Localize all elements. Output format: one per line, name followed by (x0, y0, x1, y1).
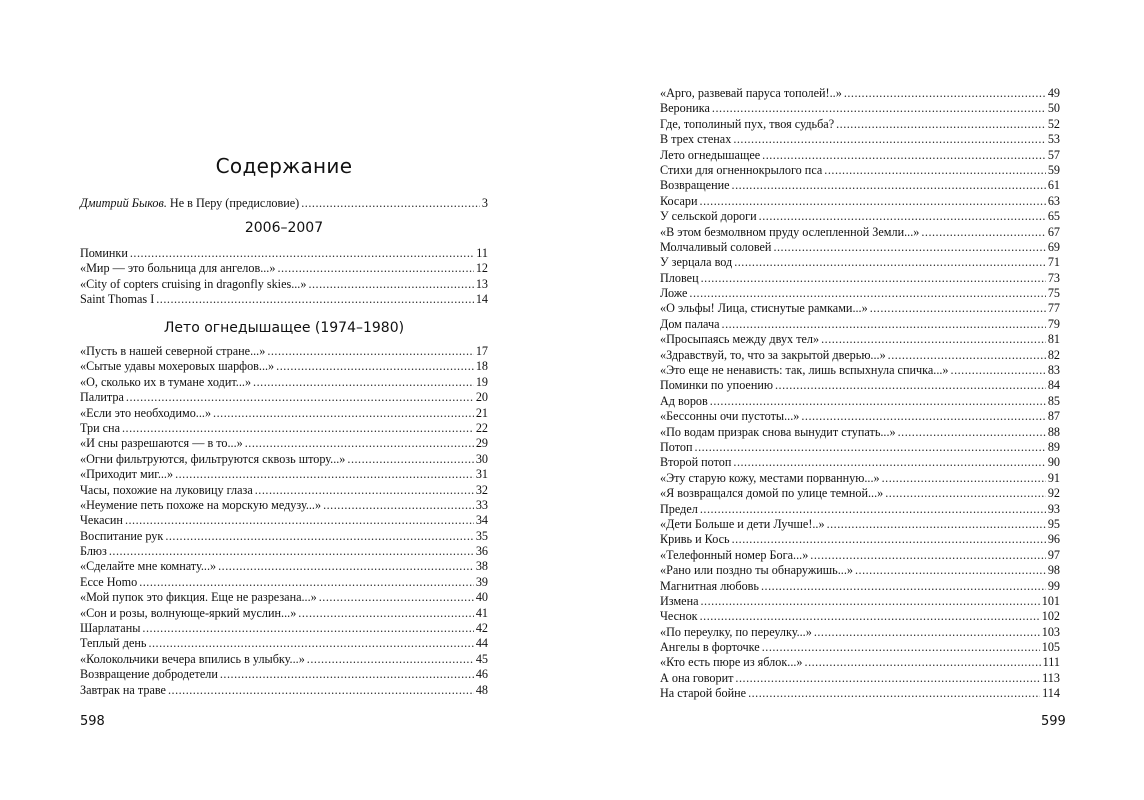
toc-entry[interactable] (80, 683, 488, 698)
toc-entry-page-number: 11 (476, 246, 488, 260)
toc-entry-title: «Дети Больше и дети Лучше!..» (660, 516, 825, 531)
toc-entry[interactable] (80, 359, 488, 374)
leader-dots (255, 483, 474, 498)
leader-dots (125, 513, 474, 528)
toc-entry[interactable] (660, 425, 1060, 440)
leader-dots (710, 394, 1046, 409)
toc-entry-title: «Здравствуй, то, что за закрытой дверью...» (660, 347, 886, 362)
toc-entry[interactable] (80, 667, 488, 682)
leader-dots (824, 163, 1046, 178)
toc-entry[interactable] (660, 86, 1060, 101)
toc-entry-page-number: 101 (1041, 593, 1060, 608)
toc-entry[interactable] (80, 406, 488, 421)
toc-entry[interactable] (80, 529, 488, 544)
toc-entry[interactable] (80, 483, 488, 498)
toc-entry-title: «Это еще не ненависть: так, лишь вспыхнула спичка...» (660, 363, 949, 378)
toc-entry-title: «Огни фильтруются, фильтруются сквозь штору...» (80, 451, 346, 466)
toc-entry-page-number: 14 (475, 292, 488, 307)
toc-entry[interactable] (660, 117, 1060, 132)
leader-dots (951, 363, 1046, 378)
leader-dots (701, 594, 1040, 609)
toc-entry-page-number: 18 (475, 359, 488, 374)
leader-dots (888, 348, 1046, 363)
toc-entry-page-number: 114 (1042, 686, 1060, 701)
toc-entry-title: «Арго, развевай паруса тополей!..» (660, 86, 842, 100)
leader-dots (109, 544, 474, 559)
toc-entry-title: Saint Thomas I (80, 292, 155, 307)
toc-entry-page-number: 90 (1047, 455, 1060, 470)
toc-entry-title: Часы, похожие на луковицу глаза (80, 482, 253, 497)
toc-entry-page-number: 87 (1047, 409, 1060, 424)
toc-entry[interactable] (660, 455, 1060, 470)
toc-entry[interactable] (660, 194, 1060, 209)
toc-entry[interactable] (660, 594, 1060, 609)
toc-entry-page-number: 111 (1042, 655, 1060, 670)
toc-entry[interactable] (660, 101, 1060, 116)
toc-entry[interactable] (80, 590, 488, 605)
toc-entry[interactable] (80, 498, 488, 513)
leader-dots (701, 271, 1046, 286)
leader-dots (733, 455, 1045, 470)
toc-entry[interactable] (80, 606, 488, 621)
toc-entry-page-number: 92 (1047, 486, 1060, 501)
leader-dots (870, 301, 1046, 316)
leader-dots (810, 548, 1046, 563)
toc-entry-title: Возвращение (660, 178, 730, 193)
page-title: Содержание (215, 154, 353, 178)
leader-dots (148, 636, 473, 651)
toc-entry-title: Ложе (660, 286, 688, 301)
leader-dots (722, 317, 1046, 332)
toc-entry-page-number: 45 (475, 651, 488, 666)
leader-dots (762, 640, 1040, 655)
toc-entry-page-number: 79 (1047, 316, 1060, 331)
toc-entry-page-number: 82 (1047, 347, 1060, 362)
toc-entry-page-number: 33 (475, 497, 488, 512)
toc-entry-title: Возвращение добродетели (80, 667, 218, 682)
toc-entry-title: Ад воров (660, 393, 708, 408)
toc-entry-page-number: 63 (1047, 193, 1060, 208)
toc-entry-title: Стихи для огненнокрылого пса (660, 162, 823, 177)
toc-entry-title: «О, сколько их в тумане ходит...» (80, 374, 252, 389)
toc-entry[interactable] (660, 532, 1060, 547)
toc-entry-title: Молчаливый соловей (660, 239, 772, 254)
toc-entry-page-number: 102 (1041, 609, 1060, 624)
leader-dots (814, 625, 1040, 640)
toc-entry-page-number: 93 (1047, 501, 1060, 516)
toc-entry[interactable] (660, 163, 1060, 178)
toc-entry-title: Потоп (660, 439, 693, 454)
toc-entry-page-number: 113 (1042, 670, 1060, 685)
leader-dots (733, 132, 1046, 147)
toc-entry-title: Пловец (660, 270, 699, 285)
leader-dots (700, 194, 1046, 209)
toc-entry-title: «Рано или поздно ты обнаружишь...» (660, 563, 853, 578)
leader-dots (761, 579, 1046, 594)
toc-entry-page-number: 29 (475, 436, 488, 451)
leader-dots (130, 246, 474, 261)
toc-entry[interactable] (80, 559, 488, 574)
toc-list-continued (660, 86, 1060, 702)
preface-title: Не в Перу (предисловие) (166, 196, 300, 210)
page-number: 598 (80, 714, 105, 729)
leader-dots (700, 502, 1046, 517)
toc-entry-title: А она говорит (660, 670, 734, 685)
toc-entry[interactable] (660, 548, 1060, 563)
page-number: 599 (1041, 714, 1066, 729)
toc-entry[interactable] (660, 671, 1060, 686)
toc-entry-title: Завтрак на траве (80, 682, 166, 697)
toc-entry[interactable] (80, 513, 488, 528)
toc-entry-page-number: 84 (1047, 378, 1060, 393)
leader-dots (323, 498, 474, 513)
leader-dots (921, 225, 1045, 240)
toc-entry[interactable] (660, 225, 1060, 240)
toc-entry-title: Лето огнедышащее (660, 147, 761, 162)
toc-entry-page-number: 97 (1047, 547, 1060, 562)
toc-entry[interactable] (80, 621, 488, 636)
leader-dots (712, 101, 1046, 116)
toc-entry[interactable] (660, 409, 1060, 424)
toc-entry-title: «О эльфы! Лица, стиснутые рамками...» (660, 301, 868, 316)
toc-entry[interactable] (80, 292, 488, 307)
toc-entry[interactable] (660, 178, 1060, 193)
toc-entry-page-number: 20 (475, 390, 488, 405)
section-heading: Лето огнедышащее (1974–1980) (163, 320, 405, 336)
toc-entry[interactable] (80, 467, 488, 482)
leader-dots (748, 686, 1040, 701)
toc-entry-title: «Я возвращался домой по улице темной...» (660, 486, 884, 501)
toc-entry[interactable] (80, 277, 488, 292)
toc-entry-title: «Сытые удавы мохеровых шарфов...» (80, 359, 275, 374)
toc-entry[interactable] (660, 348, 1060, 363)
toc-entry-title: «Мир — это больница для ангелов...» (80, 261, 276, 276)
leader-dots (700, 609, 1040, 624)
toc-entry-page-number: 83 (1047, 363, 1060, 378)
toc-entry-page-number: 30 (475, 451, 488, 466)
toc-entry[interactable] (660, 301, 1060, 316)
toc-entry[interactable] (660, 579, 1060, 594)
toc-entry-title: Чекасин (80, 513, 123, 528)
toc-list-leto (80, 344, 488, 698)
toc-entry[interactable] (660, 640, 1060, 655)
toc-entry-page-number: 32 (475, 482, 488, 497)
toc-entry-title: Теплый день (80, 636, 147, 651)
toc-entry[interactable] (660, 132, 1060, 147)
toc-entry-title: В трех стенах (660, 132, 732, 147)
toc-entry-page-number: 67 (1047, 224, 1060, 239)
toc-entry-title: «По водам призрак снова вынудит ступать...» (660, 424, 896, 439)
leader-dots (732, 532, 1046, 547)
toc-entry[interactable] (80, 575, 488, 590)
toc-entry-title: Три сна (80, 420, 120, 435)
toc-entry-page-number: 50 (1047, 101, 1060, 116)
toc-entry[interactable] (660, 209, 1060, 224)
leader-dots (855, 563, 1046, 578)
toc-entry-title: Предел (660, 501, 698, 516)
toc-entry-title: Чеснок (660, 609, 698, 624)
toc-entry-title: На старой бойне (660, 686, 747, 701)
leader-dots (347, 452, 473, 467)
leader-dots (139, 575, 474, 590)
toc-entry-title: Ангелы в форточке (660, 640, 760, 655)
leader-dots (156, 292, 474, 307)
toc-entry-title: «Эту старую кожу, местами порванную...» (660, 470, 880, 485)
toc-entry-title: «Приходит миг...» (80, 467, 174, 482)
toc-entry-title: Магнитная любовь (660, 578, 759, 593)
toc-entry-page-number: 38 (475, 559, 488, 574)
toc-entry[interactable] (660, 563, 1060, 578)
toc-entry-title: У зерцала вод (660, 255, 733, 270)
leader-dots (245, 436, 474, 451)
toc-entry[interactable] (80, 652, 488, 667)
toc-entry-page-number: 91 (1047, 470, 1060, 485)
toc-entry-title: Вероника (660, 101, 710, 116)
toc-entry-page-number: 31 (475, 467, 488, 482)
leader-dots (319, 590, 474, 605)
toc-entry-page-number: 57 (1047, 147, 1060, 162)
toc-entry-title: «Телефонный номер Бога...» (660, 547, 809, 562)
toc-entry[interactable] (660, 609, 1060, 624)
toc-entry-title: «Кто есть пюре из яблок...» (660, 655, 803, 670)
toc-entry-title: «И сны разрешаются — в то...» (80, 436, 243, 451)
toc-entry-title: У сельской дороги (660, 209, 757, 224)
toc-entry[interactable] (660, 363, 1060, 378)
leader-dots (308, 277, 473, 292)
preface-entry[interactable] (80, 196, 488, 211)
toc-entry-title: Дом палача (660, 316, 720, 331)
toc-entry-page-number: 99 (1047, 578, 1060, 593)
toc-entry[interactable] (80, 636, 488, 651)
toc-entry[interactable] (660, 271, 1060, 286)
toc-entry-title: Где, тополиный пух, твоя судьба? (660, 116, 835, 131)
toc-entry[interactable] (660, 148, 1060, 163)
toc-entry-title: «Неумение петь похоже на морскую медузу...» (80, 497, 322, 512)
toc-entry-page-number: 53 (1047, 132, 1060, 147)
toc-entry-title: Кривь и Кось (660, 532, 730, 547)
toc-entry-title: Шарлатаны (80, 621, 141, 636)
leader-dots (759, 209, 1046, 224)
toc-entry-page-number: 17 (475, 344, 488, 358)
toc-entry-page-number: 48 (475, 682, 488, 697)
toc-entry-page-number: 12 (475, 261, 488, 276)
toc-entry-page-number: 44 (475, 636, 488, 651)
leader-dots (689, 286, 1045, 301)
toc-entry-page-number: 52 (1047, 116, 1060, 131)
toc-entry[interactable] (660, 317, 1060, 332)
toc-entry[interactable] (660, 502, 1060, 517)
leader-dots (298, 606, 474, 621)
toc-entry[interactable] (660, 332, 1060, 347)
leader-dots (836, 117, 1046, 132)
toc-entry-title: Ecce Homo (80, 574, 138, 589)
toc-entry-page-number: 39 (475, 574, 488, 589)
leader-dots (213, 406, 474, 421)
toc-entry-page-number: 49 (1047, 86, 1060, 100)
toc-entry-page-number: 73 (1047, 270, 1060, 285)
toc-entry-title: Поминки по упоению (660, 378, 773, 393)
toc-entry-page-number: 85 (1047, 393, 1060, 408)
toc-entry-title: Поминки (80, 246, 128, 260)
toc-entry-page-number: 59 (1047, 162, 1060, 177)
toc-entry-page-number: 71 (1047, 255, 1060, 270)
toc-entry-page-number: 22 (475, 420, 488, 435)
toc-entry[interactable] (80, 421, 488, 436)
leader-dots (734, 255, 1046, 270)
leader-dots (732, 178, 1046, 193)
toc-entry[interactable] (80, 375, 488, 390)
leader-dots (267, 344, 473, 359)
toc-entry[interactable] (80, 344, 488, 359)
toc-entry-page-number: 46 (475, 667, 488, 682)
toc-entry-title: «Сделайте мне комнату...» (80, 559, 217, 574)
toc-entry-page-number: 36 (475, 544, 488, 559)
preface-author: Дмитрий Быков. (80, 196, 167, 210)
toc-entry-title: «Просыпаясь между двух тел» (660, 332, 820, 347)
toc-entry-title: «City of copters cruising in dragonfly skies...» (80, 276, 307, 291)
toc-entry[interactable] (80, 246, 488, 261)
toc-entry-page-number: 13 (475, 276, 488, 291)
leader-dots (695, 440, 1046, 455)
leader-dots (301, 196, 480, 211)
toc-entry-page-number: 96 (1047, 532, 1060, 547)
leader-dots (885, 486, 1046, 501)
toc-entry-title: Блюз (80, 544, 107, 559)
toc-entry-page-number: 40 (475, 590, 488, 605)
toc-entry-title: «Если это необходимо...» (80, 405, 212, 420)
toc-entry-title: «В этом безмолвном пруду ослепленной Земли...» (660, 224, 920, 239)
toc-entry-page-number: 89 (1047, 439, 1060, 454)
toc-entry-page-number: 34 (475, 513, 488, 528)
toc-entry[interactable] (80, 544, 488, 559)
leader-dots (844, 86, 1046, 101)
toc-entry-title: Палитра (80, 390, 124, 405)
preface-page-number: 3 (481, 196, 488, 210)
toc-entry-title: «Сон и розы, волнующе-яркий муслин...» (80, 605, 297, 620)
toc-entry-title: Воспитание рук (80, 528, 164, 543)
toc-entry-page-number: 77 (1047, 301, 1060, 316)
toc-entry-page-number: 88 (1047, 424, 1060, 439)
leader-dots (165, 529, 473, 544)
toc-entry-title: «Бессонны очи пустоты...» (660, 409, 800, 424)
toc-entry[interactable] (660, 286, 1060, 301)
toc-entry-page-number: 103 (1041, 624, 1060, 639)
leader-dots (277, 261, 473, 276)
leader-dots (218, 559, 474, 574)
leader-dots (142, 621, 473, 636)
toc-list-2006-2007 (80, 246, 488, 308)
leader-dots (220, 667, 474, 682)
toc-entry-page-number: 65 (1047, 209, 1060, 224)
leader-dots (882, 471, 1046, 486)
toc-entry-page-number: 21 (475, 405, 488, 420)
toc-entry[interactable] (80, 261, 488, 276)
toc-entry-page-number: 75 (1047, 286, 1060, 301)
toc-entry[interactable] (660, 471, 1060, 486)
toc-entry[interactable] (660, 255, 1060, 270)
toc-entry[interactable] (660, 378, 1060, 393)
leader-dots (821, 332, 1046, 347)
leader-dots (122, 421, 474, 436)
toc-entry-title: «Пусть в нашей северной стране...» (80, 344, 266, 358)
leader-dots (762, 148, 1046, 163)
toc-entry[interactable] (660, 240, 1060, 255)
toc-entry-title: «Колокольчики вечера впились в улыбку...» (80, 651, 305, 666)
toc-entry-page-number: 69 (1047, 239, 1060, 254)
leader-dots (126, 390, 474, 405)
leader-dots (276, 359, 474, 374)
toc-entry[interactable] (660, 686, 1060, 701)
leader-dots (773, 240, 1045, 255)
toc-entry-title: Измена (660, 593, 699, 608)
leader-dots (801, 409, 1045, 424)
toc-entry[interactable] (80, 390, 488, 405)
toc-entry[interactable] (660, 440, 1060, 455)
toc-entry-page-number: 95 (1047, 516, 1060, 531)
section-heading: 2006–2007 (244, 220, 324, 236)
toc-entry[interactable] (660, 625, 1060, 640)
leader-dots (775, 378, 1046, 393)
toc-entry-page-number: 41 (475, 605, 488, 620)
leader-dots (735, 671, 1040, 686)
leader-dots (827, 517, 1046, 532)
leader-dots (253, 375, 474, 390)
toc-entry-page-number: 98 (1047, 563, 1060, 578)
toc-entry-page-number: 19 (475, 374, 488, 389)
right-page (572, 0, 1144, 800)
toc-entry-title: Косари (660, 193, 698, 208)
leader-dots (168, 683, 474, 698)
toc-entry-title: Второй потоп (660, 455, 732, 470)
toc-entry-page-number: 35 (475, 528, 488, 543)
toc-entry-page-number: 81 (1047, 332, 1060, 347)
toc-entry[interactable] (660, 655, 1060, 670)
toc-entry[interactable] (660, 517, 1060, 532)
toc-entry-page-number: 105 (1041, 640, 1060, 655)
toc-entry-page-number: 61 (1047, 178, 1060, 193)
toc-entry-title: «По переулку, по переулку...» (660, 624, 812, 639)
toc-entry-page-number: 42 (475, 621, 488, 636)
leader-dots (898, 425, 1046, 440)
toc-entry-title: «Мой пупок это фикция. Еще не разрезана...» (80, 590, 317, 605)
leader-dots (805, 655, 1041, 670)
leader-dots (175, 467, 474, 482)
toc-entry[interactable] (80, 436, 488, 451)
leader-dots (307, 652, 474, 667)
toc-entry[interactable] (660, 486, 1060, 501)
toc-entry[interactable] (80, 452, 488, 467)
toc-entry[interactable] (660, 394, 1060, 409)
